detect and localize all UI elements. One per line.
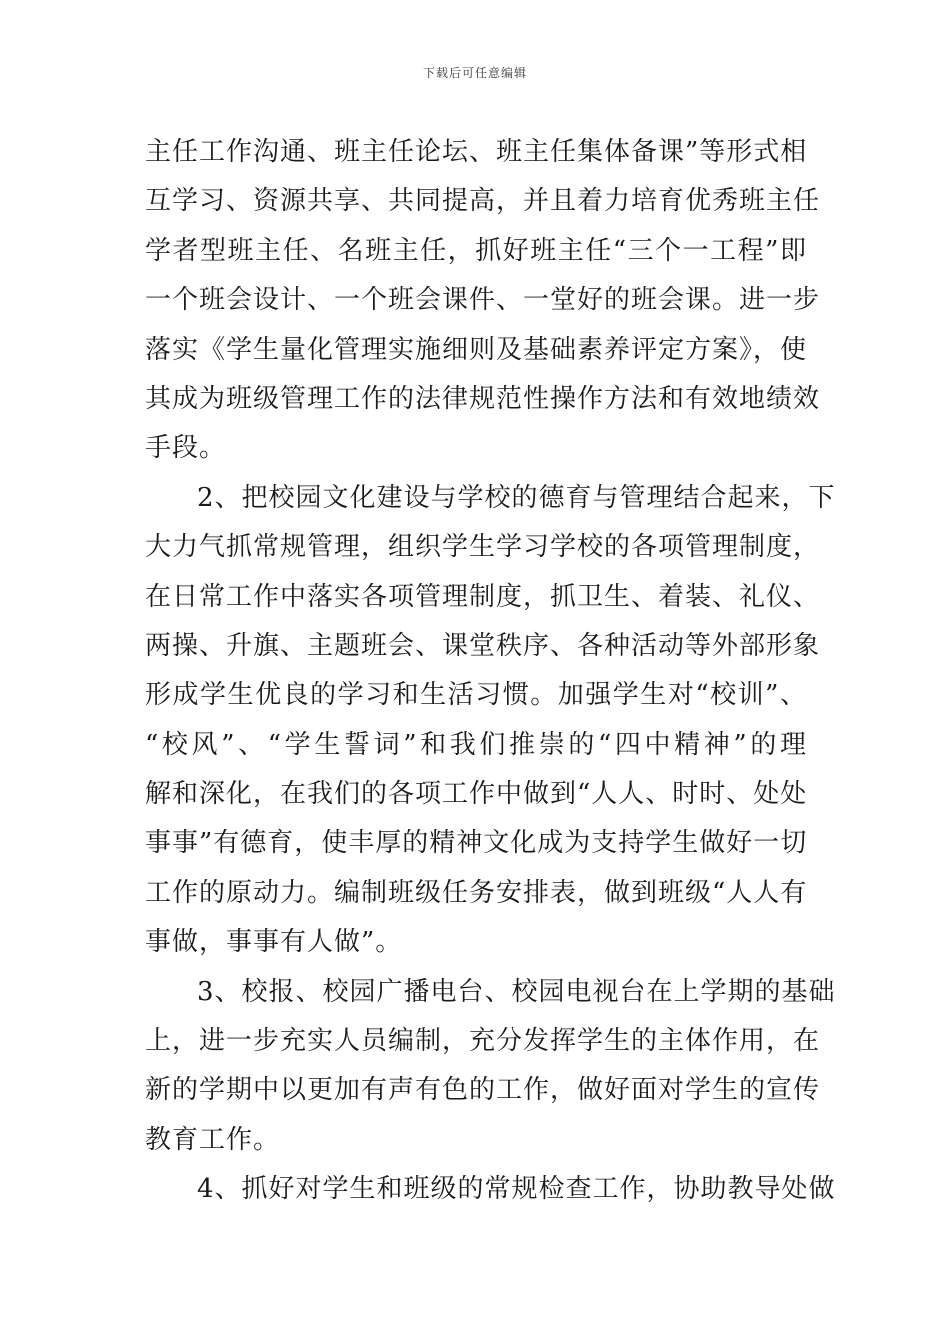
text-line: 形成学生优良的学习和生活习惯。加强学生对“校训”、 [145,680,807,711]
paragraph-start-line: 4、抓好对学生和班级的常规检查工作，协助教导处做 [197,1174,836,1205]
text-line: 上，进一步充实人员编制，充分发挥学生的主体作用，在 [145,1026,821,1057]
paragraph-start-line: 2、把校园文化建设与学校的德育与管理结合起来，下 [197,482,836,513]
text-line: 事事”有德育，使丰厚的精神文化成为支持学生做好一切 [145,828,808,859]
document-body [145,128,836,1215]
text-line: 其成为班级管理工作的法律规范性操作方法和有效地绩效 [145,383,821,414]
text-line: 两操、升旗、主题班会、课堂秩序、各种活动等外部形象 [145,630,821,661]
text-line: 互学习、资源共享、共同提高，并且着力培育优秀班主任 [145,186,821,217]
text-line: 落实《学生量化管理实施细则及基础素养评定方案》，使 [145,334,808,365]
text-line: 在日常工作中落实各项管理制度，抓卫生、着装、礼仪、 [145,581,821,612]
text-line: 大力气抓常规管理，组织学生学习学校的各项管理制度， [145,532,821,563]
text-line: 教育工作。 [145,1124,281,1155]
text-line: 主任工作沟通、班主任论坛、班主任集体备课”等形式相 [145,137,808,167]
text-line: 一个班会设计、一个班会课件、一堂好的班会课。进一步 [145,285,821,316]
text-line: “校风”、“学生誓词”和我们推崇的“四中精神”的理 [145,729,807,760]
text-line: 手段。 [145,433,227,464]
text-line: 工作的原动力。编制班级任务安排表，做到班级“人人有 [145,877,808,908]
paragraph-start-line: 3、校报、校园广播电台、校园电视台在上学期的基础 [197,976,836,1007]
text-line: 事做，事事有人做”。 [145,927,403,958]
page-header: 下载后可任意编辑 [422,66,527,80]
text-line: 新的学期中以更加有声有色的工作，做好面对学生的宣传 [145,1075,821,1106]
text-line: 学者型班主任、名班主任，抓好班主任“三个一工程”即 [145,235,807,266]
text-line: 解和深化，在我们的各项工作中做到“人人、时时、处处 [145,779,808,810]
